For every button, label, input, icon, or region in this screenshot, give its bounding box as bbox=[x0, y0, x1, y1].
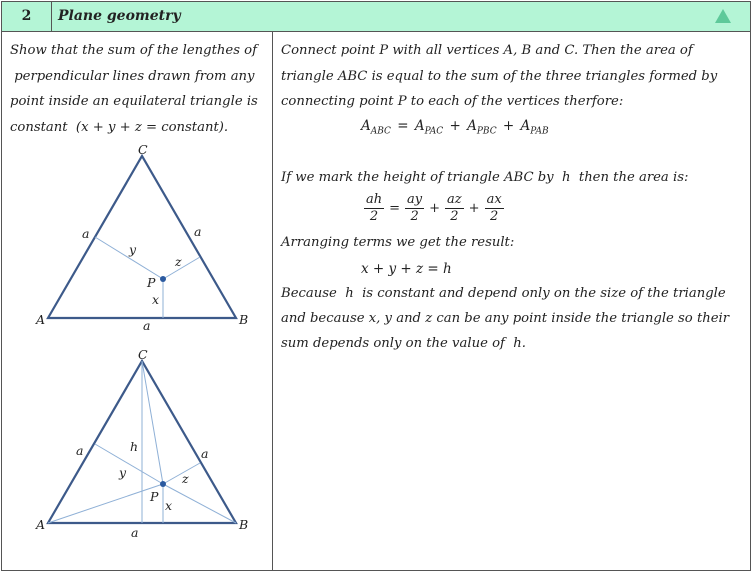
label-x: x bbox=[165, 498, 173, 513]
label-a-bottom: a bbox=[131, 525, 139, 540]
perp-y bbox=[95, 444, 163, 484]
column-divider bbox=[272, 32, 273, 570]
label-x: x bbox=[152, 292, 160, 307]
problem-line: point inside an equilateral triangle is bbox=[10, 94, 258, 109]
label-h: h bbox=[130, 439, 139, 454]
label-c: C bbox=[138, 142, 148, 157]
solution-line: Because h is constant and depend only on the size of the triangle bbox=[281, 286, 726, 301]
solution-line: Connect point P with all vertices A, B and C. Then the area of bbox=[281, 43, 693, 58]
triangle-abc bbox=[48, 156, 236, 318]
solution-line: sum depends only on the value of h. bbox=[281, 336, 526, 351]
label-a-right: a bbox=[194, 224, 202, 239]
problem-card bbox=[1, 1, 751, 571]
label-a-left: a bbox=[82, 226, 90, 241]
solution-line: and because x, y and z can be any point inside the triangle so their bbox=[281, 311, 730, 326]
label-b-vertex: B bbox=[239, 517, 249, 532]
solution-line: connecting point P to each of the vertices therfore: bbox=[281, 94, 624, 109]
area-equation: $A_{ABC} = A_{PAC} + A_{PBC} + A_{PAB}$ bbox=[361, 118, 549, 137]
label-a-left: a bbox=[76, 443, 84, 458]
problem-line: Show that the sum of the lengthes of bbox=[10, 43, 257, 58]
label-b-vertex: B bbox=[239, 312, 249, 327]
label-p: P bbox=[150, 489, 159, 504]
problem-title: Plane geometry bbox=[58, 8, 181, 24]
label-a-vertex: A bbox=[36, 517, 46, 532]
label-c: C bbox=[138, 347, 148, 362]
solution-line: triangle ABC is equal to the sum of the three triangles formed by bbox=[281, 68, 718, 84]
point-p bbox=[160, 276, 166, 282]
label-z: z bbox=[182, 471, 189, 486]
solution-line: If we mark the height of triangle ABC by h then the area is: bbox=[281, 170, 689, 185]
problem-statement bbox=[10, 38, 268, 140]
result-equation: x + y + z = h bbox=[361, 261, 452, 277]
problem-number: 2 bbox=[2, 2, 52, 31]
label-y: y bbox=[119, 465, 127, 480]
label-z: z bbox=[175, 254, 182, 269]
point-p bbox=[160, 481, 166, 487]
label-a-vertex: A bbox=[36, 312, 46, 327]
figure-perpendiculars bbox=[2, 132, 270, 337]
figure-areas bbox=[2, 337, 270, 547]
solution-text bbox=[281, 38, 746, 351]
label-y: y bbox=[129, 242, 137, 257]
fraction-equation: $\frac{ah}{2}$ = $\frac{ay}{2}$ + $\frac{az}{2}$ + $\frac{ax}{2}$ bbox=[366, 192, 502, 224]
label-p: P bbox=[147, 275, 156, 290]
problem-line: constant (x + y + z = constant). bbox=[10, 119, 229, 135]
header-bar bbox=[2, 2, 750, 32]
label-a-bottom: a bbox=[143, 318, 151, 333]
segment-pa bbox=[48, 484, 163, 523]
problem-line: perpendicular lines drawn from any bbox=[10, 68, 255, 84]
solution-line: Arranging terms we get the result: bbox=[281, 235, 515, 250]
label-a-right: a bbox=[201, 446, 209, 461]
collapse-triangle-icon[interactable] bbox=[714, 8, 732, 24]
